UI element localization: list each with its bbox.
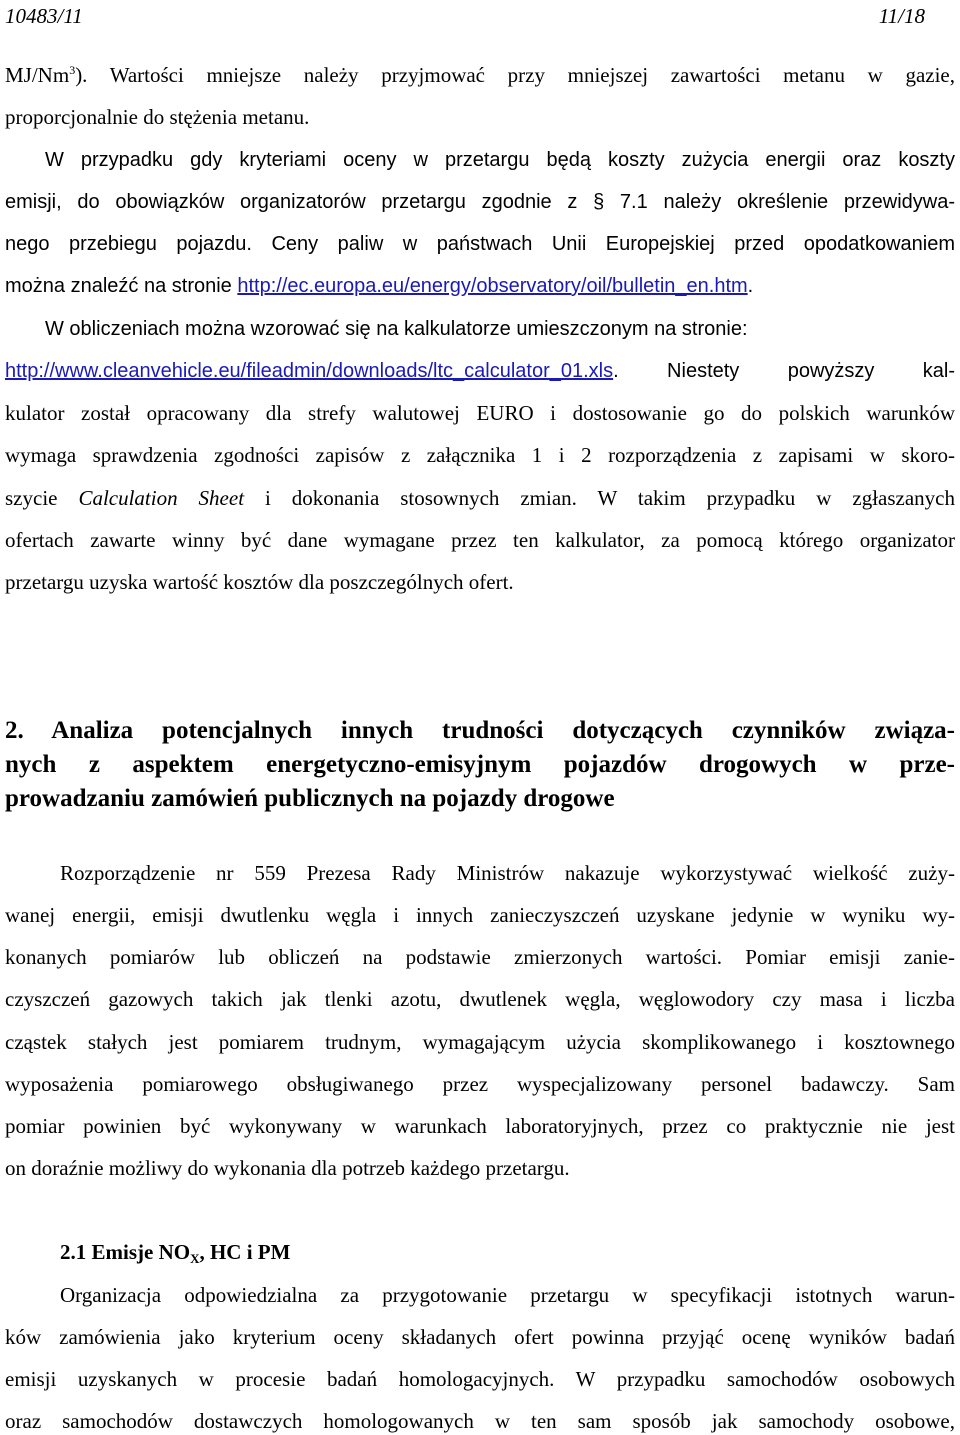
fuel-prices-link[interactable]: http://ec.europa.eu/energy/observatory/oil/bulletin_en.htm xyxy=(237,275,748,297)
body-line: emisji uzyskanych w procesie badań homologacyjnych. W przypadku samochodów osobowych xyxy=(5,1367,955,1391)
body-line: W obliczeniach można wzorować się na kalkulatorze umieszczonym na stronie: xyxy=(45,318,748,340)
calculator-link[interactable]: http://www.cleanvehicle.eu/fileadmin/downloads/ltc_calculator_01.xls xyxy=(5,360,614,382)
body-line: wanej energii, emisji dwutlenku węgla i innych zanieczyszczeń uzyskane jedynie w wyniku wy- xyxy=(5,903,955,927)
body-line: pomiar powinien być wykonywany w warunkach laboratoryjnych, przez co praktycznie nie jest xyxy=(5,1114,955,1138)
body-line: czyszczeń gazowych takich jak tlenki azotu, dwutlenek węgla, węglowodory czy masa i liczba xyxy=(5,987,955,1011)
body-line: Organizacja odpowiedzialna za przygotowanie przetargu w specyfikacji istotnych warun- xyxy=(60,1283,955,1307)
body-line: on doraźnie możliwy do wykonania dla potrzeb każdego przetargu. xyxy=(5,1156,570,1180)
body-line: Rozporządzenie nr 559 Prezesa Rady Ministrów nakazuje wykorzystywać wielkość zuży- xyxy=(60,861,955,885)
page-header xyxy=(5,0,925,36)
page-number: 11/18 xyxy=(878,4,925,28)
body-line: ków zamówienia jako kryterium oceny składanych ofert powinna przyjąć ocenę wyników badań xyxy=(5,1325,955,1349)
body-line: cząstek stałych jest pomiarem trudnym, wymagającym użycia skomplikowanego i kosztownego xyxy=(5,1030,955,1054)
body-line: ofertach zawarte winny być dane wymagane przez ten kalkulator, za pomocą którego organizator xyxy=(5,528,955,552)
body-line: konanych pomiarów lub obliczeń na podstawie zmierzonych wartości. Pomiar emisji zanie- xyxy=(5,945,955,969)
section-heading: 2. Analiza potencjalnych innych trudności dotyczących czynników związa- xyxy=(5,717,955,744)
body-line: szycie Calculation Sheet i dokonania stosownych zmian. W takim przypadku w zgłaszanych xyxy=(5,486,955,510)
body-line: nego przebiegu pojazdu. Ceny paliw w państwach Unii Europejskiej przed opodatkowaniem xyxy=(5,233,956,255)
body-line: wyposażenia pomiarowego obsługiwanego przez wyspecjalizowany personel badawczy. Sam xyxy=(5,1072,955,1096)
body-line: oraz samochodów dostawczych homologowanych w ten sam sposób jak samochody osobowe, xyxy=(5,1409,955,1433)
subsection-heading: 2.1 Emisje $NO_X$, HC i PM xyxy=(60,1240,291,1266)
section-heading: nych z aspektem energetyczno-emisyjnym pojazdów drogowych w prze- xyxy=(5,751,955,778)
body-line: W przypadku gdy kryteriami oceny w przetargu będą koszty zużycia energii oraz koszty xyxy=(45,149,955,171)
body-line: wymaga sprawdzenia zgodności zapisów z załącznika 1 i 2 rozporządzenia z zapisami w skoro- xyxy=(5,443,955,467)
section-heading: prowadzaniu zamówień publicznych na pojazdy drogowe xyxy=(5,785,615,812)
body-line: przetargu uzyska wartość kosztów dla poszczególnych ofert. xyxy=(5,570,514,594)
body-line: MJ/Nm$^3$). Wartości mniejsze należy przyjmować przy mniejszej zawartości metanu w gazie, xyxy=(5,63,955,87)
body-line: http://www.cleanvehicle.eu/fileadmin/downloads/ltc_calculator_01.xls. Niestety powyższy kal- xyxy=(5,360,955,382)
document-number: 10483/11 xyxy=(5,4,83,28)
body-line: kulator został opracowany dla strefy walutowej EURO i dostosowanie go do polskich warunków xyxy=(5,401,955,425)
body-line: proporcjonalnie do stężenia metanu. xyxy=(5,105,310,129)
body-line: emisji, do obowiązków organizatorów przetargu zgodnie z § 7.1 należy określenie przewidywa- xyxy=(5,191,955,213)
body-line: można znaleźć na stronie http://ec.europa.eu/energy/observatory/oil/bulletin_en.htm. xyxy=(5,275,754,297)
